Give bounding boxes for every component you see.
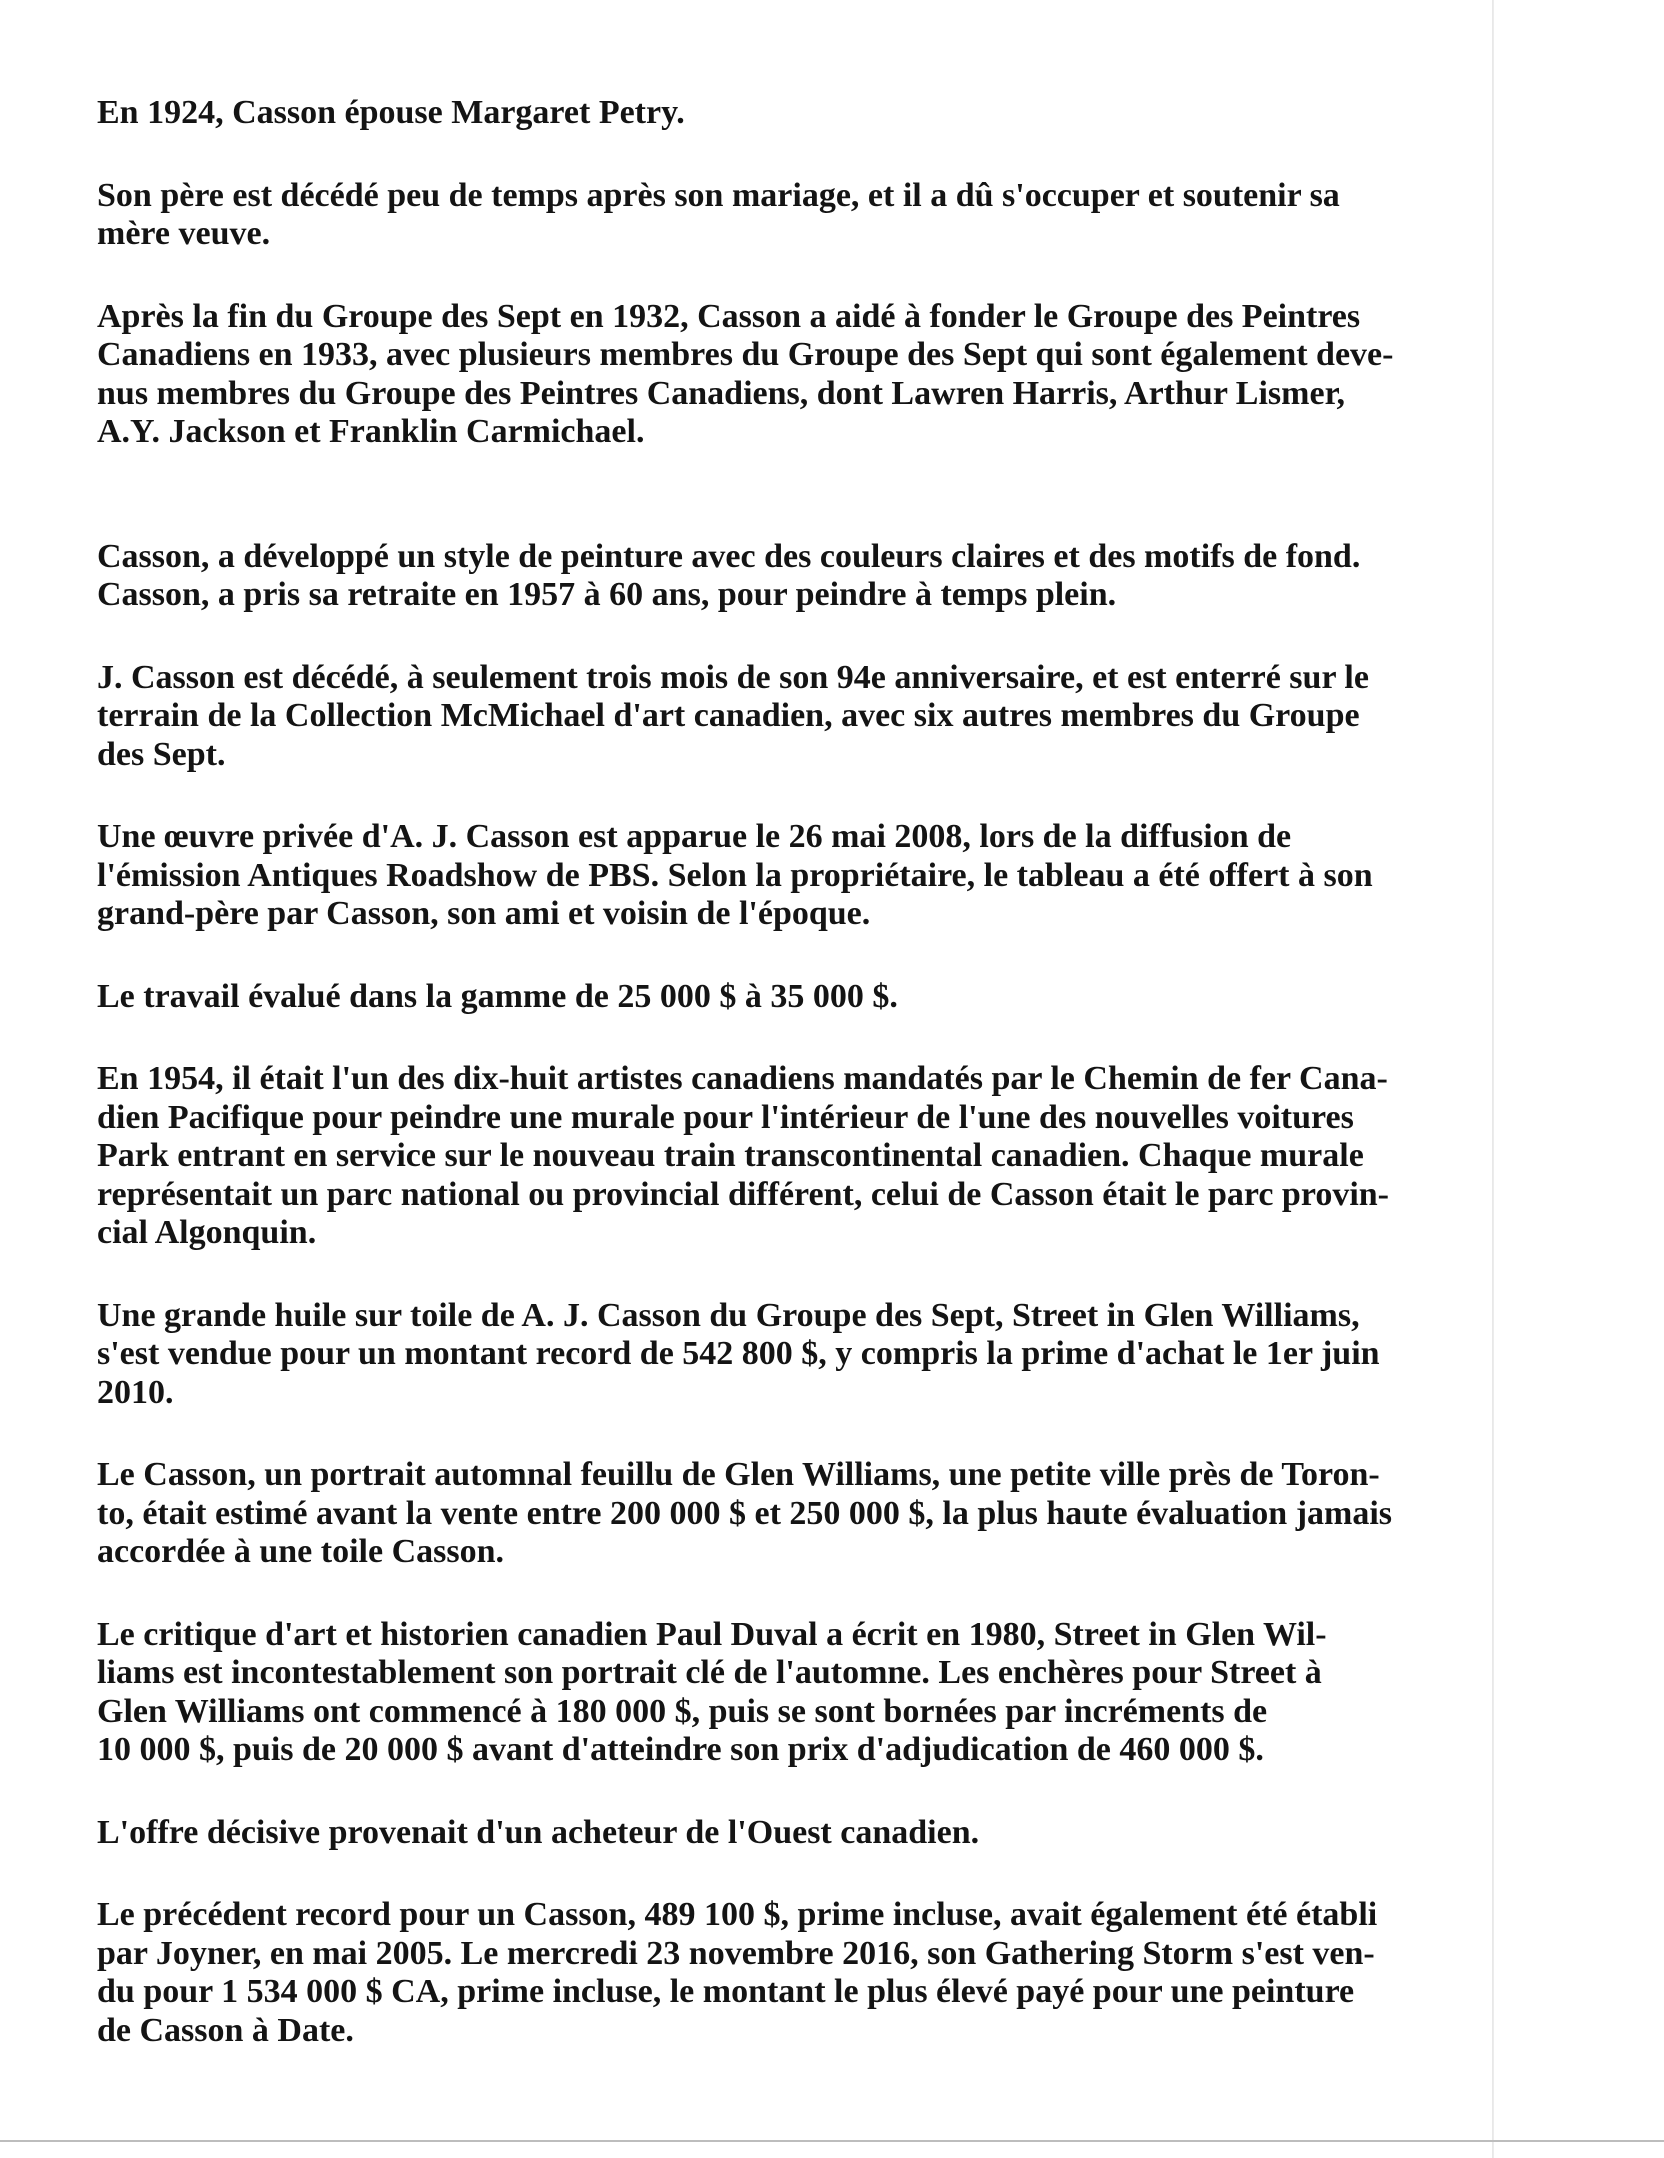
bottom-rule — [0, 2140, 1664, 2142]
body-text — [97, 94, 1563, 2094]
paragraph-style-retirement: Casson, a développé un style de peinture avec des couleurs claires et des motifs de fond. Casson, a pris sa retraite en 1957 à 60 ans, pour peindre à temps plein. — [97, 537, 1361, 613]
paragraph-previous-record: Le précédent record pour un Casson, 489 100 $, prime incluse, avait également été établi par Joyner, en mai 2005. Le mercredi 23 novembre 2016, son Gathering Storm s'est ven- du pour 1 534 000 $ CA, prime incluse, le montant le plus élevé payé pour une peinture de Casson à Date. — [97, 1896, 1378, 2049]
paragraph-death-burial: J. Casson est décédé, à seulement trois mois de son 94e anniversaire, et est enterré sur le terrain de la Collection McMichael d'art canadien, avec six autres membres du Groupe des Sept. — [97, 658, 1369, 773]
paragraph-canadian-group-of-painters: Après la fin du Groupe des Sept en 1932, Casson a aidé à fonder le Groupe des Peintres Canadiens en 1933, avec plusieurs membres du Groupe des Sept qui sont également deve- nus membres du Groupe des Peintres Canadiens, dont Lawren Harris, Arthur Lismer, A.Y. Jackson et Franklin Carmichael. — [97, 297, 1394, 450]
paragraph-antiques-roadshow: Une œuvre privée d'A. J. Casson est apparue le 26 mai 2008, lors de la diffusion de l'émission Antiques Roadshow de PBS. Selon la propriétaire, le tableau a été offert à son grand-père par Casson, son ami et voisin de l'époque. — [97, 818, 1373, 932]
paragraph-duval-critique: Le critique d'art et historien canadien Paul Duval a écrit en 1980, Street in Glen Wil- liams est incontestablement son portrait clé de l'automne. Les enchères pour Street à Glen Williams ont commencé à 180 000 $, puis se sont bornées par incréments de 10 000 $, puis de 20 000 $ avant d'atteindre son prix d'adjudication de 460 000 $. — [97, 1615, 1327, 1768]
paragraph-appraisal: Le travail évalué dans la gamme de 25 000 $ à 35 000 $. — [97, 977, 898, 1015]
paragraph-record-sale: Une grande huile sur toile de A. J. Casson du Groupe des Sept, Street in Glen Williams, s'est vendue pour un montant record de 542 800 $, y compris la prime d'achat le 1er juin 2010. — [97, 1296, 1380, 1411]
paragraph-cpr-mural: En 1954, il était l'un des dix-huit artistes canadiens mandatés par le Chemin de fer Cana- dien Pacifique pour peindre une murale pour l'intérieur de l'une des nouvelles voitures Park entrant en service sur le nouveau train transcontinental canadien. Chaque murale représentait un parc national ou provincial différent, celui de Casson était le parc provin- cial Algonquin. — [97, 1060, 1389, 1251]
paragraph-buyer: L'offre décisive provenait d'un acheteur de l'Ouest canadien. — [97, 1813, 980, 1851]
paragraph-estimate: Le Casson, un portrait automnal feuillu de Glen Williams, une petite ville près de Toron- to, était estimé avant la vente entre 200 000 $ et 250 000 $, la plus haute évaluation jamais accordée à une toile Casson. — [97, 1456, 1393, 1570]
paragraph-marriage: En 1924, Casson épouse Margaret Petry. — [97, 94, 685, 131]
paragraph-father-death: Son père est décédé peu de temps après son mariage, et il a dû s'occuper et soutenir sa mère veuve. — [97, 176, 1340, 252]
